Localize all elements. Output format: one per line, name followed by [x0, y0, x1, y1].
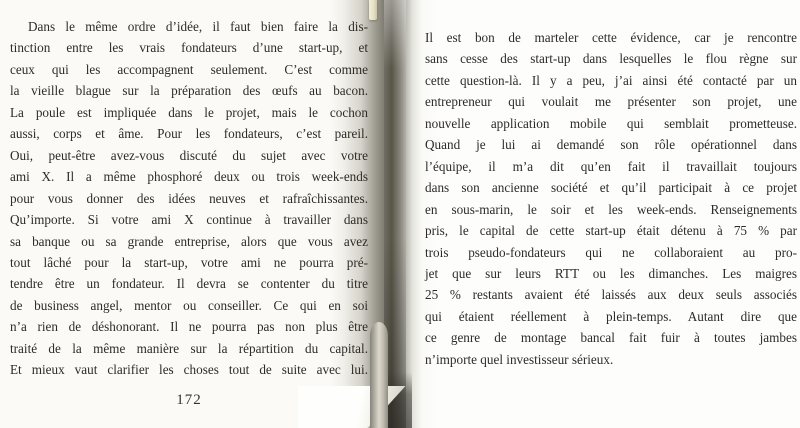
text-line: aussi, corps et âme. Pour les fondateurs, c’est pareil. [10, 126, 368, 142]
left-page-text [10, 16, 368, 381]
text-line: sa banque ou sa grande entreprise, alors que vous avez [10, 233, 368, 249]
text-line: Quand je lui ai demandé son rôle opérationnel dans [425, 137, 797, 153]
text-line: ceux qui les accompagnent seulement. C’est comme [10, 61, 368, 77]
text-line: tinction entre les vrais fondateurs d’une start-up, et [10, 40, 368, 56]
text-line: sans cesse des start-up dans lesquelles le flou règne sur [425, 51, 797, 67]
text-line: Oui, peut-être avez-vous discuté du sujet avec votre [10, 147, 368, 163]
text-line: tendre être un fondateur. Il devra se contenter du titre [10, 276, 368, 292]
text-line: La poule est impliquée dans le projet, mais le cochon [10, 104, 368, 120]
right-page-text [425, 27, 797, 370]
text-line: l’équipe, il m’a dit qu’en fait il travaillait toujours [425, 158, 797, 174]
text-line: Et mieux vaut clarifier les choses tout de suite avec lui. [10, 362, 368, 378]
text-line: entrepreneur qui voulait me présenter son projet, une [425, 94, 797, 110]
text-line: ami X. Il a même phosphoré deux ou trois week-ends [10, 169, 368, 185]
text-line: n’a rien de déshonorant. Il ne pourra pas non plus être [10, 319, 368, 335]
text-line: tout lâché pour la start-up, votre ami ne pourra pré- [10, 254, 368, 270]
text-line: pris, le capital de cette start-up était détenu à 75 % par [425, 223, 797, 239]
text-line: ce genre de montage bancal fait fuir à toutes jambes [425, 330, 797, 346]
text-line: 25 % restants avaient été laissés aux deux seuls associés [425, 287, 797, 303]
text-line: de business angel, mentor ou conseiller. Ce qui en soi [10, 297, 368, 313]
text-line: n’importe quel investisseur sérieux. [425, 351, 614, 367]
text-line: en sous-marin, le soir et les week-ends. Renseignements [425, 201, 797, 217]
left-page [0, 0, 384, 428]
text-line: traité de la même manière sur la répartition du capital. [10, 340, 368, 356]
text-line: jet que sur leurs RTT ou les dimanches. Les maigres [425, 265, 797, 281]
bookmark-ribbon-icon [369, 0, 377, 20]
text-line: pour vous donner des idées neuves et rafraîchissantes. [10, 190, 368, 206]
text-line: Qu’importe. Si votre ami X continue à travailler dans [10, 212, 368, 228]
text-line: Il est bon de marteler cette évidence, car je rencontre [425, 30, 797, 45]
text-line: la vieille blague sur la préparation des œufs au bacon. [10, 83, 368, 99]
text-line: dans son ancienne société et qu’il participait à ce projet [425, 180, 797, 196]
page-number: 172 [176, 392, 202, 408]
pen-in-gutter [370, 322, 388, 428]
text-line: trois pseudo-fondateurs qui ne collaboraient au pro- [425, 244, 797, 260]
text-line: qui étaient réellement à plein-temps. Autant dire que [425, 308, 797, 324]
right-page [406, 0, 800, 428]
text-line: Dans le même ordre d’idée, il faut bien faire la dis- [28, 19, 368, 34]
text-line: cette question-là. Il y a peu, j’ai ainsi été contacté par un [425, 72, 797, 88]
text-line: nouvelle application mobile qui semblait prometteuse. [425, 115, 797, 131]
